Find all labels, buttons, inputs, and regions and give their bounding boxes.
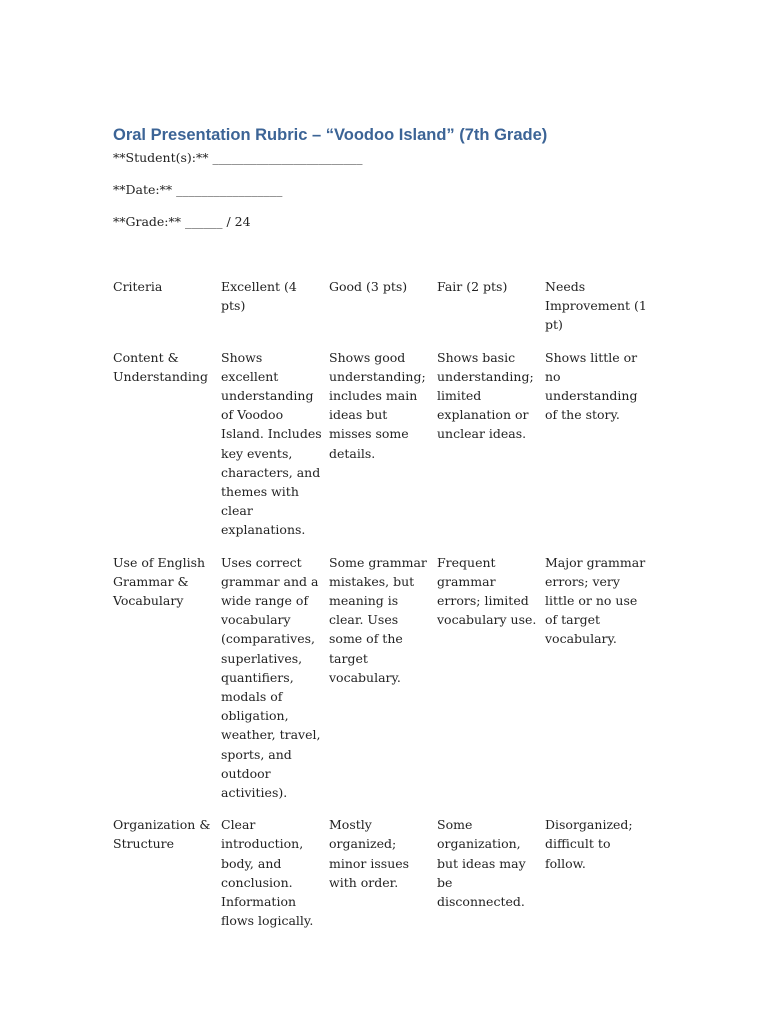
row-spacer bbox=[113, 540, 653, 553]
needs-improvement-cell: Shows little or no understanding of the story. bbox=[545, 349, 638, 423]
excellent-cell: Clear introduction, body, and conclusion. Information flows logically. bbox=[221, 817, 314, 929]
student-field: **Student(s):** ________________________ bbox=[113, 150, 363, 165]
date-field: **Date:** _________________ bbox=[113, 182, 283, 197]
document-title: Oral Presentation Rubric – “Voodoo Island” (7th Grade) bbox=[113, 126, 548, 144]
rubric-table bbox=[113, 277, 653, 931]
header-fair: Fair (2 pts) bbox=[437, 279, 508, 294]
criteria-cell: Content & Understanding bbox=[113, 349, 208, 384]
needs-improvement-cell: Disorganized; difficult to follow. bbox=[545, 817, 633, 871]
fair-cell: Frequent grammar errors; limited vocabulary use. bbox=[437, 554, 537, 628]
rubric-header-row bbox=[113, 277, 653, 335]
rubric-row-grammar bbox=[113, 553, 653, 803]
good-cell: Some grammar mistakes, but meaning is clear. Uses some of the target vocabulary. bbox=[329, 554, 427, 685]
needs-improvement-cell: Major grammar errors; very little or no use of target vocabulary. bbox=[545, 554, 646, 647]
document-page bbox=[113, 124, 653, 929]
criteria-cell: Use of English Grammar & Vocabulary bbox=[113, 554, 206, 609]
header-excellent: Excellent (4 pts) bbox=[221, 279, 297, 314]
good-cell: Mostly organized; minor issues with order. bbox=[329, 817, 410, 890]
criteria-cell: Organization & Structure bbox=[113, 817, 211, 852]
excellent-cell: Uses correct grammar and a wide range of vocabulary (comparatives, superlatives, quantifiers, modals of obligation, weather, travel, sports, and outdoor activities). bbox=[221, 554, 321, 801]
good-cell: Shows good understanding; includes main ideas but misses some details. bbox=[329, 349, 426, 461]
rubric-row-content bbox=[113, 348, 653, 540]
fair-cell: Some organization, but ideas may be disconnected. bbox=[437, 817, 526, 910]
rubric-row-organization bbox=[113, 815, 653, 930]
row-spacer bbox=[113, 335, 653, 348]
row-spacer bbox=[113, 802, 653, 815]
header-good: Good (3 pts) bbox=[329, 279, 408, 294]
grade-field: **Grade:** ______ / 24 bbox=[113, 214, 251, 229]
excellent-cell: Shows excellent understanding of Voodoo Island. Includes key events, characters, and themes with clear explanations. bbox=[221, 349, 322, 538]
header-needs-improvement: Needs Improvement (1 pt) bbox=[545, 279, 647, 333]
header-criteria: Criteria bbox=[113, 279, 163, 294]
fair-cell: Shows basic understanding; limited explanation or unclear ideas. bbox=[437, 349, 534, 442]
